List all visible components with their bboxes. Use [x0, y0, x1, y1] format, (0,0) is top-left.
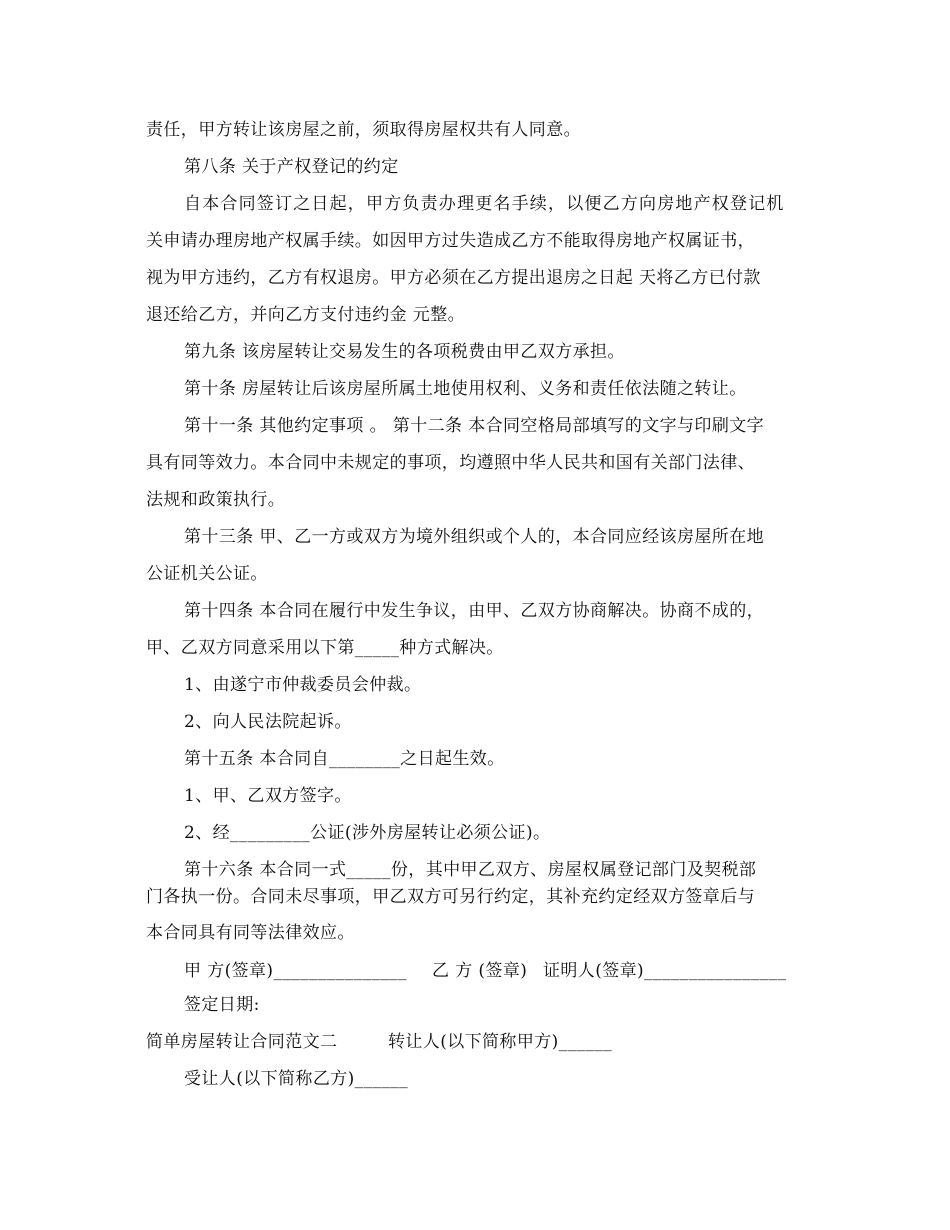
- list-item: 2、经_________公证(涉外房屋转让必须公证)。: [184, 823, 551, 843]
- article-13: 第十三条 甲、乙一方或双方为境外组织或个人的，本合同应经该房屋所在地: [184, 527, 765, 547]
- article-9: 第九条 该房屋转让交易发生的各项税费由甲乙双方承担。: [184, 342, 625, 362]
- paragraph-line: 公证机关公证。: [146, 564, 268, 584]
- transferee-line: 受让人(以下简称乙方)______: [184, 1069, 409, 1089]
- paragraph-line: 门各执一份。合同未尽事项，甲乙双方可另行约定，其补充约定经双方签章后与: [146, 887, 755, 907]
- paragraph-line: 退还给乙方，并向乙方支付违约金 元整。: [146, 305, 466, 325]
- paragraph-line: 具有同等效力。本合同中未规定的事项，均遵照中华人民共和国有关部门法律、: [146, 453, 755, 473]
- party-b-signature: 乙 方 (签章): [432, 961, 528, 981]
- witness-signature: 证明人(签章)________________: [543, 961, 787, 981]
- sign-date: 签定日期:: [184, 995, 260, 1015]
- party-a-signature: 甲 方(签章)_______________: [184, 961, 407, 981]
- list-item: 1、由遂宁市仲裁委员会仲裁。: [184, 675, 422, 695]
- article-11-12: 第十一条 其他约定事项 。 第十二条 本合同空格局部填写的文字与印刷文字: [184, 416, 765, 436]
- paragraph-line: 关申请办理房地产权属手续。如因甲方过失造成乙方不能取得房地产权属证书，: [146, 231, 755, 251]
- article-8-heading: 第八条 关于产权登记的约定: [184, 157, 399, 177]
- article-14: 第十四条 本合同在履行中发生争议，由甲、乙双方协商解决。协商不成的，: [184, 601, 765, 621]
- article-15: 第十五条 本合同自________之日起生效。: [184, 749, 505, 769]
- paragraph-line: 法规和政策执行。: [146, 490, 286, 510]
- paragraph-line: 视为甲方违约，乙方有权退房。甲方必须在乙方提出退房之日起 天将乙方已付款: [146, 268, 761, 288]
- paragraph-line: 责任，甲方转让该房屋之前，须取得房屋权共有人同意。: [146, 120, 581, 140]
- list-item: 2、向人民法院起诉。: [184, 712, 352, 732]
- sample-2-title: 简单房屋转让合同范文二: [146, 1032, 338, 1052]
- paragraph-line: 甲、乙双方同意采用以下第_____种方式解决。: [146, 638, 504, 658]
- article-16: 第十六条 本合同一式_____份，其中甲乙双方、房屋权属登记部门及契税部: [184, 860, 757, 880]
- paragraph-line: 自本合同签订之日起，甲方负责办理更名手续，以便乙方向房地产权登记机: [184, 194, 785, 214]
- paragraph-line: 本合同具有同等法律效应。: [146, 923, 355, 943]
- list-item: 1、甲、乙双方签字。: [184, 786, 352, 806]
- article-10: 第十条 房屋转让后该房屋所属土地使用权利、义务和责任依法随之转让。: [184, 379, 747, 399]
- transferor-line: 转让人(以下简称甲方)______: [388, 1032, 613, 1052]
